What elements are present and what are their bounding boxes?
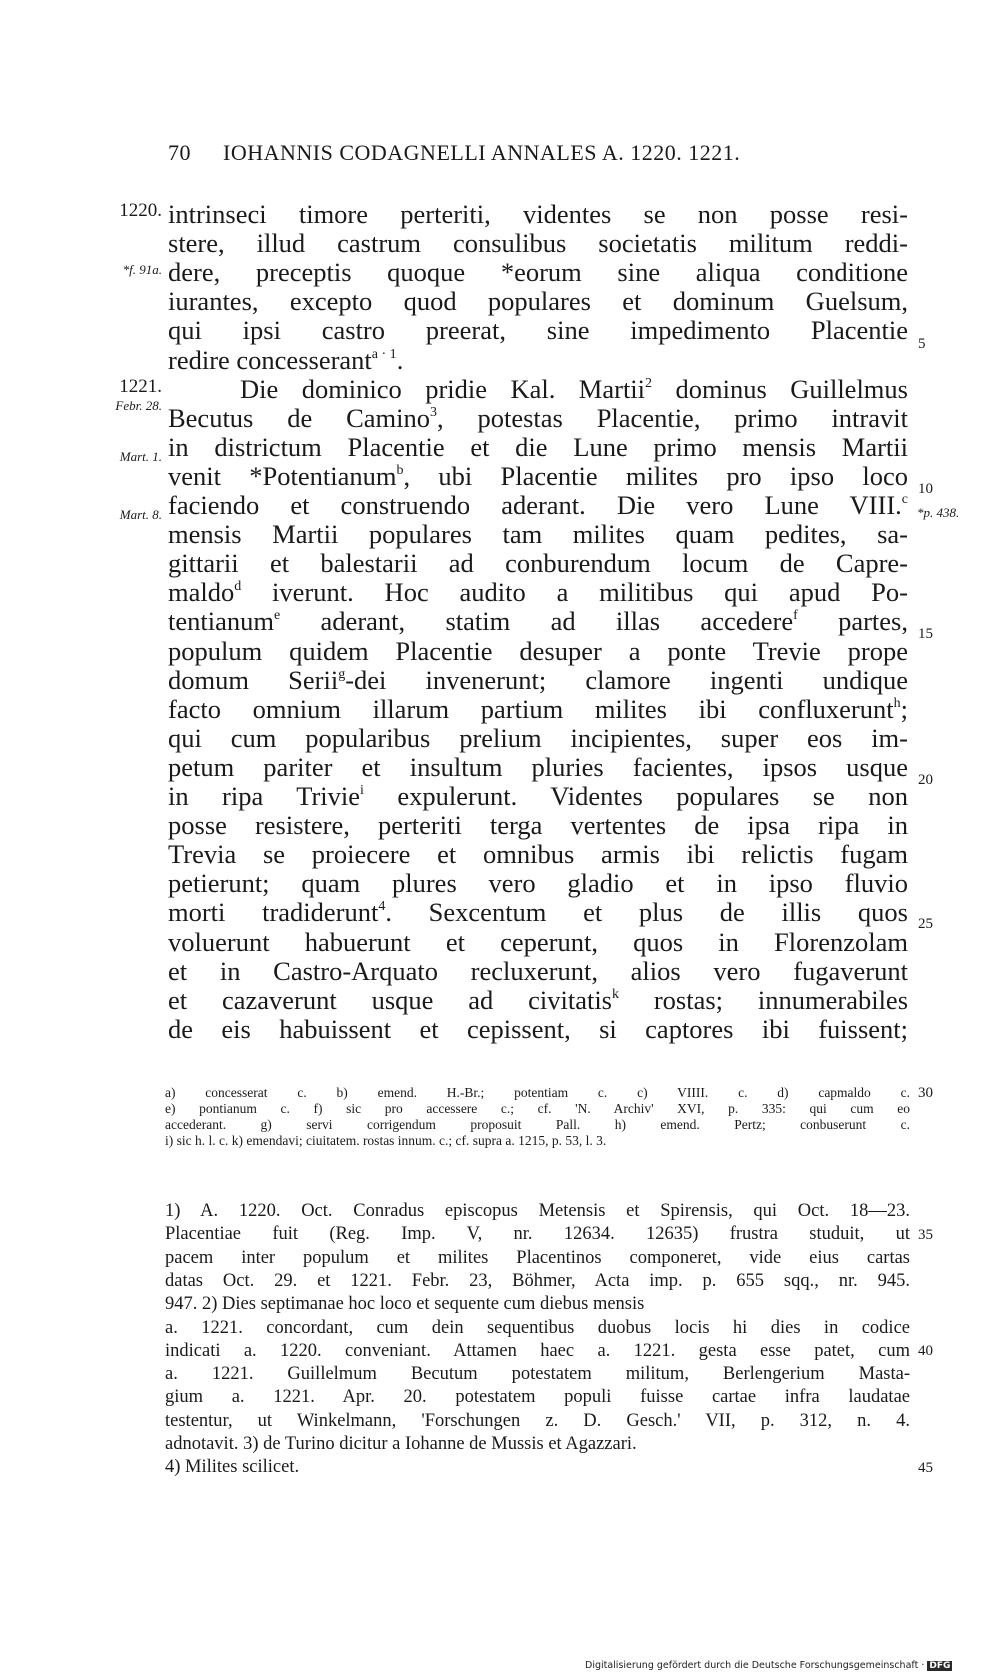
footnote-line: indicati a. 1220. conveniant. Attamen haec a. 1221. gesta esse patet, cum [165, 1340, 910, 1361]
text-line: mensis Martii populares tam milites quam pedites, sa- [168, 519, 908, 550]
text-line: et in Castro-Arquato recluxerunt, alios vero fugaverunt [168, 955, 908, 986]
footnote-marker: f [793, 608, 798, 624]
footnote-line: testentur, ut Winkelmann, 'Forschungen z. D. Gesch.' VII, p. 312, n. 4. [165, 1410, 910, 1431]
apparatus-line: i) sic h. l. c. k) emendavi; ciuitatem. rostas innum. c.; cf. supra a. 1215, p. 53, l. 3. [165, 1133, 607, 1148]
line-number-25: 25 [918, 916, 933, 932]
text-line: Trevia se proiecere et omnibus armis ibi relictis fugam [168, 839, 908, 870]
text-line: Becutus de Camino$^3$, potestas Placentie, primo intravit [168, 402, 908, 433]
footnote-marker: i [360, 783, 364, 798]
footnote-marker: c [901, 492, 908, 507]
text-line: petierunt; quam plures vero gladio et in ipso fluvio [168, 868, 908, 899]
running-title: IOHANNIS CODAGNELLI ANNALES A. 1220. 1221. [223, 140, 741, 165]
footnote-marker: b [396, 462, 404, 478]
apparatus-line: e) pontianum c. f) sic pro accessere c.; cf. 'N. Archiv' XVI, p. 335: qui cum eo [165, 1101, 910, 1116]
footnote-line: datas Oct. 29. et 1221. Febr. 23, Böhmer, Acta imp. p. 655 sqq., nr. 945. [165, 1270, 910, 1291]
footnote-line: pacem inter populum et milites Placentinos componeret, vide eius cartas [165, 1247, 910, 1268]
text-line: dere, preceptis quoque *eorum sine aliqua conditione [168, 257, 908, 288]
footnote-marker: e [273, 608, 281, 624]
footnote-line: 947. 2) Dies septimanae hoc loco et sequente cum diebus mensis [165, 1294, 645, 1315]
footnote-line: a. 1221. concordant, cum dein sequentibus duobus locis hi dies in codice [165, 1317, 910, 1338]
text-line: redire concesserant$^{a \cdot 1}$. [168, 344, 404, 375]
margin-year-1220: 1220. [119, 200, 162, 221]
text-line: Die dominico pridie Kal. Martii$^2$ dominus Guillelmus [240, 373, 908, 404]
footnote-line: Placentiae fuit (Reg. Imp. V, nr. 12634. 12635) frustra studuit, ut [165, 1224, 910, 1245]
line-number-45: 45 [918, 1460, 933, 1476]
footnote-line: 4) Milites scilicet. [165, 1457, 300, 1478]
running-header [168, 140, 868, 166]
footnote-marker: 3 [430, 404, 437, 420]
apparatus-line: accederant. g) servi corrigendum proposuit Pall. h) emend. Pertz; conbuserunt c. [165, 1117, 910, 1132]
text-line: voluerunt habuerunt et ceperunt, quos in Florenzolam [168, 926, 908, 957]
footnote-marker: 2 [645, 375, 653, 391]
text-line: et cazaverunt usque ad civitatis$^k$ rostas; innumerabiles [168, 984, 909, 1015]
line-number-20: 20 [918, 772, 933, 788]
footnote-marker: 4 [378, 899, 386, 915]
credit-text: Digitalisierung gefördert durch die Deutsche Forschungsgemeinschaft · [585, 1660, 925, 1671]
footnote-marker: g [338, 666, 346, 682]
text-line: in districtum Placentie et die Lune primo mensis Martii [168, 431, 908, 462]
line-number-30: 30 [918, 1085, 933, 1101]
text-line: tentianum$^e$ aderant, statim ad illas accedere$^f$ partes, [168, 606, 908, 637]
line-number-10: 10 [918, 481, 933, 497]
text-line: de eis habuissent et cepissent, si captores ibi fuissent; [168, 1013, 908, 1044]
text-line: in ripa Trivie$^i$ expulerunt. Videntes populares se non [168, 781, 908, 811]
apparatus-line: a) concesserat c. b) emend. H.-Br.; potentiam c. c) VIIII. c. d) capmaldo c. [165, 1085, 910, 1100]
text-line: faciendo et construendo aderant. Die vero Lune VIII.$^c$ [168, 490, 908, 520]
margin-date-mart-1: Mart. 1. [119, 449, 162, 464]
text-line: venit *Potentianum$^b$, ubi Placentie milites pro ipso loco [168, 460, 909, 491]
footnote-line: gium a. 1221. Apr. 20. potestatem populi fuisse cartae infra laudatae [165, 1387, 910, 1408]
text-line: populum quidem Placentie desuper a ponte Trevie prope [168, 635, 908, 666]
margin-date-febr-28: Febr. 28. [115, 398, 162, 413]
margin-folio: *f. 91a. [122, 262, 162, 277]
line-number-5: 5 [918, 336, 926, 352]
text-line: intrinseci timore perteriti, videntes se non posse resi- [168, 199, 908, 229]
margin-date-mart-8: Mart. 8. [119, 507, 162, 522]
text-line: posse resistere, perteriti terga vertentes de ipsa ripa in [168, 810, 908, 841]
footnote-marker: k [612, 986, 619, 1002]
footnote-line: 1) A. 1220. Oct. Conradus episcopus Metensis et Spirensis, qui Oct. 18—23. [165, 1201, 910, 1221]
footnote-line: adnotavit. 3) de Turino dicitur a Iohanne de Mussis et Agazzari. [165, 1434, 637, 1454]
margin-page-ref: *p. 438. [917, 505, 960, 520]
text-line: morti tradiderunt$^4$. Sexcentum et plus de illis quos [168, 897, 908, 928]
text-line: petum pariter et insultum pluries facientes, ipsos usque [168, 751, 908, 782]
text-line: gittarii et balestarii ad conburendum locum de Capre- [168, 548, 908, 579]
footnote-line: a. 1221. Guillelmum Becutum potestatem militum, Berlengerium Masta- [165, 1364, 910, 1385]
footnote-marker: d [234, 579, 242, 595]
dfg-logo: DFG [929, 1661, 951, 1671]
line-number-35: 35 [918, 1227, 933, 1243]
page-number: 70 [168, 140, 191, 165]
footnote-marker: h [893, 695, 901, 711]
line-number-40: 40 [918, 1343, 933, 1359]
text-line: domum Serii$^g$-dei invenerunt; clamore ingenti undique [168, 664, 908, 695]
margin-year-1221: 1221. [119, 376, 162, 397]
text-line: maldo$^d$ iverunt. Hoc audito a militibus qui apud Po- [168, 577, 908, 608]
text-line: qui cum popularibus prelium incipientes, super eos im- [168, 722, 908, 753]
line-number-15: 15 [918, 626, 933, 642]
text-line: facto omnium illarum partium milites ibi confluxerunt$^h$; [168, 693, 908, 724]
footnote-marker: a · 1 [371, 346, 397, 362]
text-line: qui ipsi castro preerat, sine impedimento Placentie [168, 315, 908, 346]
text-line: stere, illud castrum consulibus societatis militum reddi- [168, 228, 908, 259]
digitization-credit [585, 1660, 997, 1671]
text-line: iurantes, excepto quod populares et dominum Guelsum, [168, 286, 908, 317]
